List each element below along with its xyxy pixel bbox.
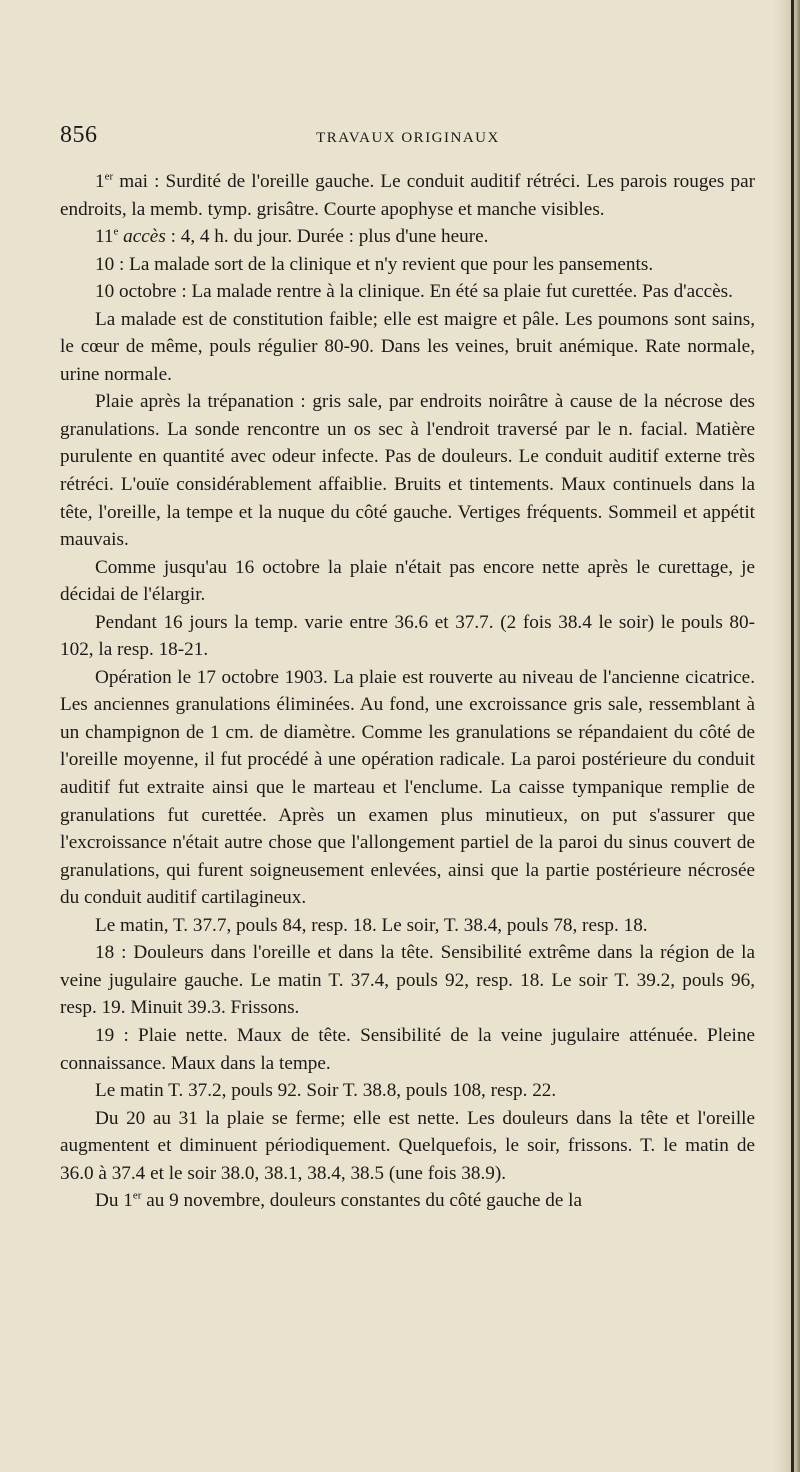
paragraph [60,278,755,306]
running-title: TRAVAUX ORIGINAUX [316,130,500,146]
paragraph-text: 18 : Douleurs dans l'oreille et dans la tête. Sensibilité extrême dans la région de la veine jugulaire gauche. Le matin T. 37.4, pouls 92, resp. 18. Le soir T. 39.2, pouls 96, resp. 19. Minuit 39.3. Frissons. [60,942,755,1019]
paragraph-text: Opération le 17 octobre 1903. La plaie est rouverte au niveau de l'ancienne cicatrice. Les anciennes granulations éliminées. Au fond, une excroissance gris sale, ressemblant à un champignon de 1 cm. de diamètre. Comme les granulations se répandaient du côté de l'oreille moyenne, il fut procédé à une opération radicale. La paroi postérieure du conduit auditif fut extraite ainsi que le marteau et l'enclume. La caisse tympanique remplie de granulations fut curettée. Après un examen plus minutieux, on put s'assurer que l'excroissance n'était autre chose que l'allongement partiel de la paroi du sinus couvert de granulations, qui furent soigneusement enlevées, ainsi que la partie postérieure nécrosée du conduit auditif cartilagineux. [60,666,755,909]
paragraph-sup: er [132,1189,142,1202]
paragraph [60,939,755,1022]
paragraph-sup: er [104,170,114,183]
paragraph-text: mai : Surdité de l'oreille gauche. Le conduit auditif rétréci. Les parois rouges par endroits, la memb. tymp. grisâtre. Courte apophyse et manche visibles. [60,171,755,220]
paragraph-lead: 1 [95,171,105,192]
paragraph-text: au 9 novembre, douleurs constantes du côté gauche de la [141,1190,583,1212]
paragraph [60,388,755,553]
paragraph [60,1022,755,1077]
body-text [60,168,755,1215]
paragraph-text: Du 20 au 31 la plaie se ferme; elle est nette. Les douleurs dans la tête et l'oreille augmentent et diminuent périodiquement. Quelquefois, le soir, frissons. T. le matin de 36.0 à 37.4 et le soir 38.0, 38.1, 38.4, 38.5 (une fois 38.9). [60,1107,755,1184]
paragraph [60,168,755,223]
paragraph-text: Le matin, T. 37.7, pouls 84, resp. 18. Le soir, T. 38.4, pouls 78, resp. 18. [95,914,648,936]
paragraph [60,912,755,940]
paragraph-text: 10 octobre : La malade rentre à la clinique. En été sa plaie fut curettée. Pas d'accès. [95,281,733,303]
binding-edge-line [791,0,794,1472]
paragraph [60,306,755,389]
page-edge [774,0,800,1472]
paragraph [60,664,755,912]
paragraph-lead: Du 1 [95,1190,133,1212]
page-header [60,122,756,152]
paragraph-italic: accès [118,226,166,248]
page-number: 856 [60,122,98,148]
paragraph [60,251,755,279]
paragraph-text: La malade est de constitution faible; elle est maigre et pâle. Les poumons sont sains, le cœur de même, pouls régulier 80-90. Dans les veines, bruit anémique. Rate normale, urine normale. [60,308,755,385]
paragraph-text: 10 : La malade sort de la clinique et n'y revient que pour les pansements. [95,253,654,275]
paragraph-text: Comme jusqu'au 16 octobre la plaie n'était pas encore nette après le curettage, je décidai de l'élargir. [60,556,755,606]
paragraph-text: Pendant 16 jours la temp. varie entre 36.6 et 37.7. (2 fois 38.4 le soir) le pouls 80-102, la resp. 18-21. [60,611,755,661]
paragraph [60,1105,755,1188]
paragraph-text: Plaie après la trépanation : gris sale, par endroits noirâtre à cause de la nécrose des granulations. La sonde rencontre un os sec à l'endroit traversé par le n. facial. Matière purulente en quantité avec odeur infecte. Pas de douleurs. Le conduit auditif externe très rétréci. L'ouïe considérablement affaiblie. Bruits et tintements. Maux continuels dans la tête, l'oreille, la tempe et la nuque du côté gauche. Vertiges fréquents. Sommeil et appétit mauvais. [60,391,755,551]
paragraph-text: Le matin T. 37.2, pouls 92. Soir T. 38.8, pouls 108, resp. 22. [95,1080,557,1102]
paragraph-sup: e [113,225,119,238]
paragraph [60,1077,755,1105]
paragraph-text: : 4, 4 h. du jour. Durée : plus d'une heure. [165,226,489,248]
paragraph-text: 19 : Plaie nette. Maux de tête. Sensibilité de la veine jugulaire atténuée. Pleine connaissance. Maux dans la tempe. [60,1024,755,1074]
paragraph-lead: 11 [95,226,114,248]
paragraph [60,609,755,664]
paragraph [60,554,755,609]
paragraph [60,1187,755,1215]
paragraph [60,223,755,251]
